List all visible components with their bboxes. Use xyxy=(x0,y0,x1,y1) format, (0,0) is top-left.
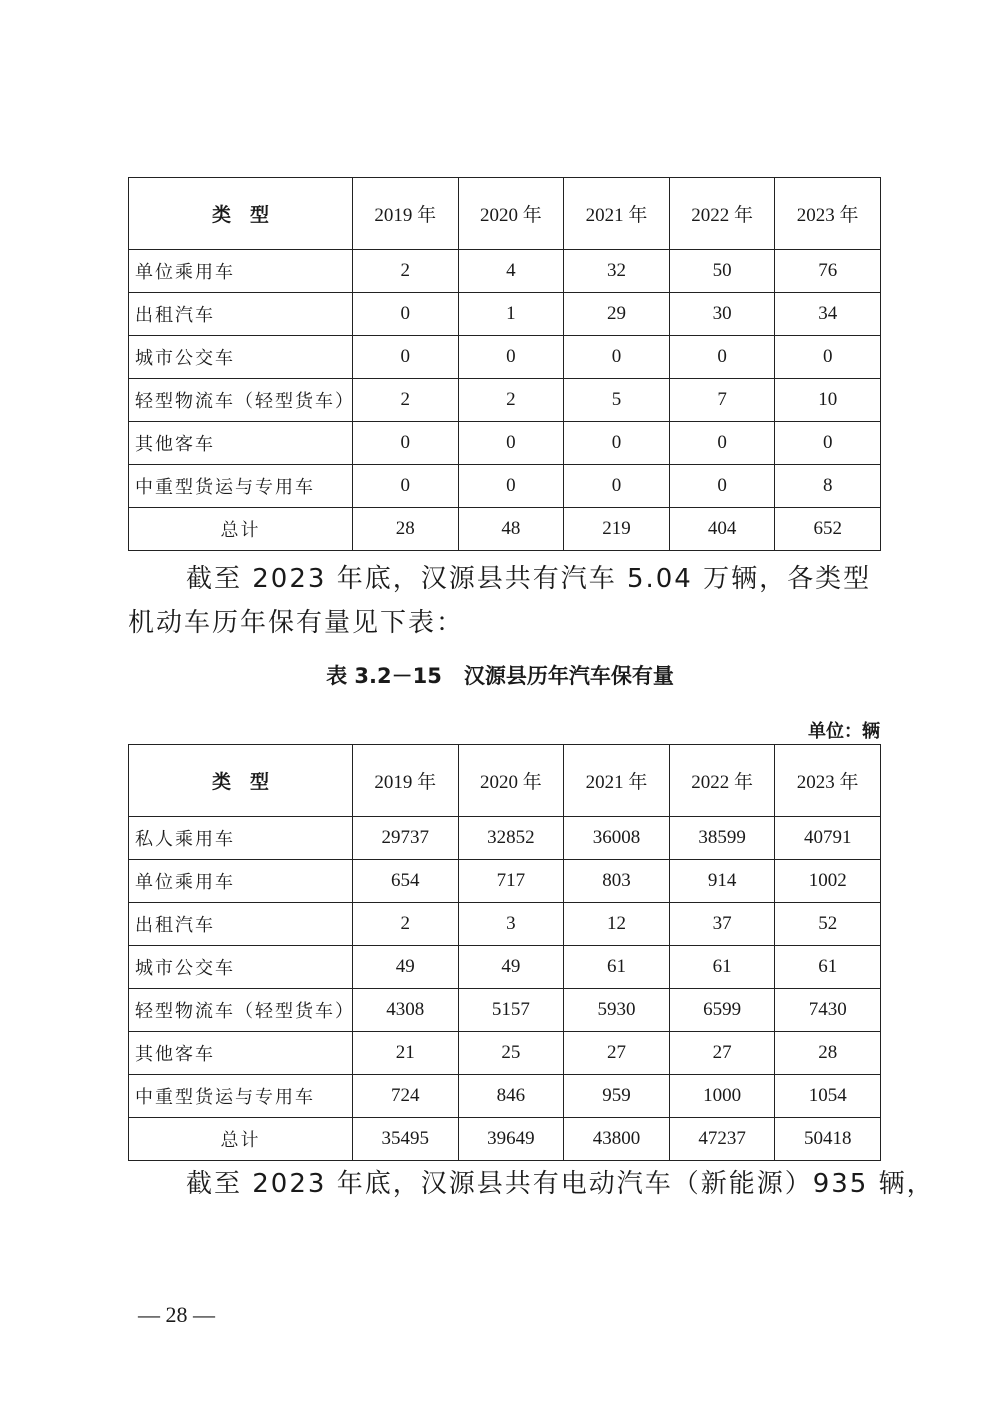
cell-value: 846 xyxy=(458,1075,564,1118)
cell-value: 34 xyxy=(775,293,881,336)
row-label: 出租汽车 xyxy=(129,903,353,946)
cell-value: 0 xyxy=(353,336,459,379)
cell-value: 7 xyxy=(669,379,775,422)
row-label: 总计 xyxy=(129,508,353,551)
cell-value: 49 xyxy=(458,946,564,989)
cell-value: 2 xyxy=(353,379,459,422)
row-label: 城市公交车 xyxy=(129,336,353,379)
row-label: 其他客车 xyxy=(129,422,353,465)
cell-value: 40791 xyxy=(775,817,881,860)
table-row xyxy=(129,379,881,422)
header-year: 2021 年 xyxy=(564,745,670,817)
header-year: 2023 年 xyxy=(775,178,881,250)
table-row xyxy=(129,989,881,1032)
cell-value: 39649 xyxy=(458,1118,564,1161)
cell-value: 803 xyxy=(564,860,670,903)
cell-value: 0 xyxy=(353,422,459,465)
cell-value: 29 xyxy=(564,293,670,336)
cell-value: 4308 xyxy=(353,989,459,1032)
row-label: 私人乘用车 xyxy=(129,817,353,860)
cell-value: 4 xyxy=(458,250,564,293)
cell-value: 0 xyxy=(353,465,459,508)
cell-value: 6599 xyxy=(669,989,775,1032)
table-row xyxy=(129,860,881,903)
table-row xyxy=(129,817,881,860)
cell-value: 724 xyxy=(353,1075,459,1118)
table-row xyxy=(129,1075,881,1118)
cell-value: 61 xyxy=(669,946,775,989)
cell-value: 52 xyxy=(775,903,881,946)
cell-value: 2 xyxy=(353,903,459,946)
table-row xyxy=(129,1118,881,1161)
cell-value: 5930 xyxy=(564,989,670,1032)
table-title: 汉源县历年汽车保有量 xyxy=(463,664,674,688)
header-year: 2019 年 xyxy=(353,745,459,817)
cell-value: 49 xyxy=(353,946,459,989)
cell-value: 61 xyxy=(564,946,670,989)
cell-value: 38599 xyxy=(669,817,775,860)
header-year: 2022 年 xyxy=(669,178,775,250)
header-type: 类 型 xyxy=(129,178,353,250)
cell-value: 25 xyxy=(458,1032,564,1075)
cell-value: 0 xyxy=(564,465,670,508)
cell-value: 5 xyxy=(564,379,670,422)
paragraph-electric-vehicles: 截至 2023 年底，汉源县共有电动汽车（新能源）935 辆， xyxy=(186,1169,935,1199)
header-year: 2021 年 xyxy=(564,178,670,250)
cell-value: 717 xyxy=(458,860,564,903)
cell-value: 37 xyxy=(669,903,775,946)
cell-value: 7430 xyxy=(775,989,881,1032)
table-row xyxy=(129,336,881,379)
row-label: 出租汽车 xyxy=(129,293,353,336)
cell-value: 76 xyxy=(775,250,881,293)
table-row xyxy=(129,422,881,465)
cell-value: 47237 xyxy=(669,1118,775,1161)
paragraph-car-ownership: 截至 2023 年底，汉源县共有汽车 5.04 万辆，各类型机动车历年保有量见下表： xyxy=(128,564,872,638)
row-label: 其他客车 xyxy=(129,1032,353,1075)
header-year: 2023 年 xyxy=(775,745,881,817)
cell-value: 28 xyxy=(353,508,459,551)
cell-value: 1002 xyxy=(775,860,881,903)
cell-value: 43800 xyxy=(564,1118,670,1161)
cell-value: 10 xyxy=(775,379,881,422)
cell-value: 50 xyxy=(669,250,775,293)
cell-value: 1 xyxy=(458,293,564,336)
header-type: 类 型 xyxy=(129,745,353,817)
cell-value: 0 xyxy=(564,336,670,379)
cell-value: 28 xyxy=(775,1032,881,1075)
cell-value: 27 xyxy=(669,1032,775,1075)
cell-value: 0 xyxy=(564,422,670,465)
row-label: 总计 xyxy=(129,1118,353,1161)
header-year: 2019 年 xyxy=(353,178,459,250)
cell-value: 0 xyxy=(669,422,775,465)
row-label: 城市公交车 xyxy=(129,946,353,989)
cell-value: 0 xyxy=(775,336,881,379)
cell-value: 30 xyxy=(669,293,775,336)
cell-value: 32 xyxy=(564,250,670,293)
unit-label: 单位：辆 xyxy=(808,721,880,742)
table-header-row xyxy=(129,178,881,250)
cell-value: 654 xyxy=(353,860,459,903)
cell-value: 50418 xyxy=(775,1118,881,1161)
table-row xyxy=(129,946,881,989)
header-year: 2020 年 xyxy=(458,745,564,817)
table-row xyxy=(129,508,881,551)
row-label: 轻型物流车（轻型货车） xyxy=(129,989,353,1032)
cell-value: 3 xyxy=(458,903,564,946)
cell-value: 0 xyxy=(458,422,564,465)
cell-value: 8 xyxy=(775,465,881,508)
row-label: 单位乘用车 xyxy=(129,860,353,903)
cell-value: 21 xyxy=(353,1032,459,1075)
cell-value: 36008 xyxy=(564,817,670,860)
cell-value: 61 xyxy=(775,946,881,989)
cell-value: 1000 xyxy=(669,1075,775,1118)
table-number: 表 3.2－15 xyxy=(326,664,442,688)
cell-value: 0 xyxy=(458,465,564,508)
cell-value: 35495 xyxy=(353,1118,459,1161)
cell-value: 2 xyxy=(458,379,564,422)
cell-value: 5157 xyxy=(458,989,564,1032)
row-label: 单位乘用车 xyxy=(129,250,353,293)
cell-value: 32852 xyxy=(458,817,564,860)
cell-value: 914 xyxy=(669,860,775,903)
cell-value: 404 xyxy=(669,508,775,551)
vehicle-table-ownership xyxy=(128,744,881,1161)
cell-value: 0 xyxy=(669,465,775,508)
header-year: 2020 年 xyxy=(458,178,564,250)
cell-value: 0 xyxy=(775,422,881,465)
cell-value: 0 xyxy=(458,336,564,379)
row-label: 中重型货运与专用车 xyxy=(129,1075,353,1118)
table-row xyxy=(129,250,881,293)
cell-value: 959 xyxy=(564,1075,670,1118)
cell-value: 12 xyxy=(564,903,670,946)
cell-value: 219 xyxy=(564,508,670,551)
table-caption xyxy=(0,660,1000,690)
table-row xyxy=(129,293,881,336)
page-number: — 28 — xyxy=(138,1302,215,1327)
table-header-row xyxy=(129,745,881,817)
cell-value: 1054 xyxy=(775,1075,881,1118)
cell-value: 29737 xyxy=(353,817,459,860)
cell-value: 652 xyxy=(775,508,881,551)
table-row xyxy=(129,465,881,508)
cell-value: 0 xyxy=(669,336,775,379)
row-label: 中重型货运与专用车 xyxy=(129,465,353,508)
header-year: 2022 年 xyxy=(669,745,775,817)
table-row xyxy=(129,1032,881,1075)
cell-value: 27 xyxy=(564,1032,670,1075)
cell-value: 2 xyxy=(353,250,459,293)
vehicle-table-electric xyxy=(128,177,881,551)
cell-value: 48 xyxy=(458,508,564,551)
row-label: 轻型物流车（轻型货车） xyxy=(129,379,353,422)
cell-value: 0 xyxy=(353,293,459,336)
table-row xyxy=(129,903,881,946)
